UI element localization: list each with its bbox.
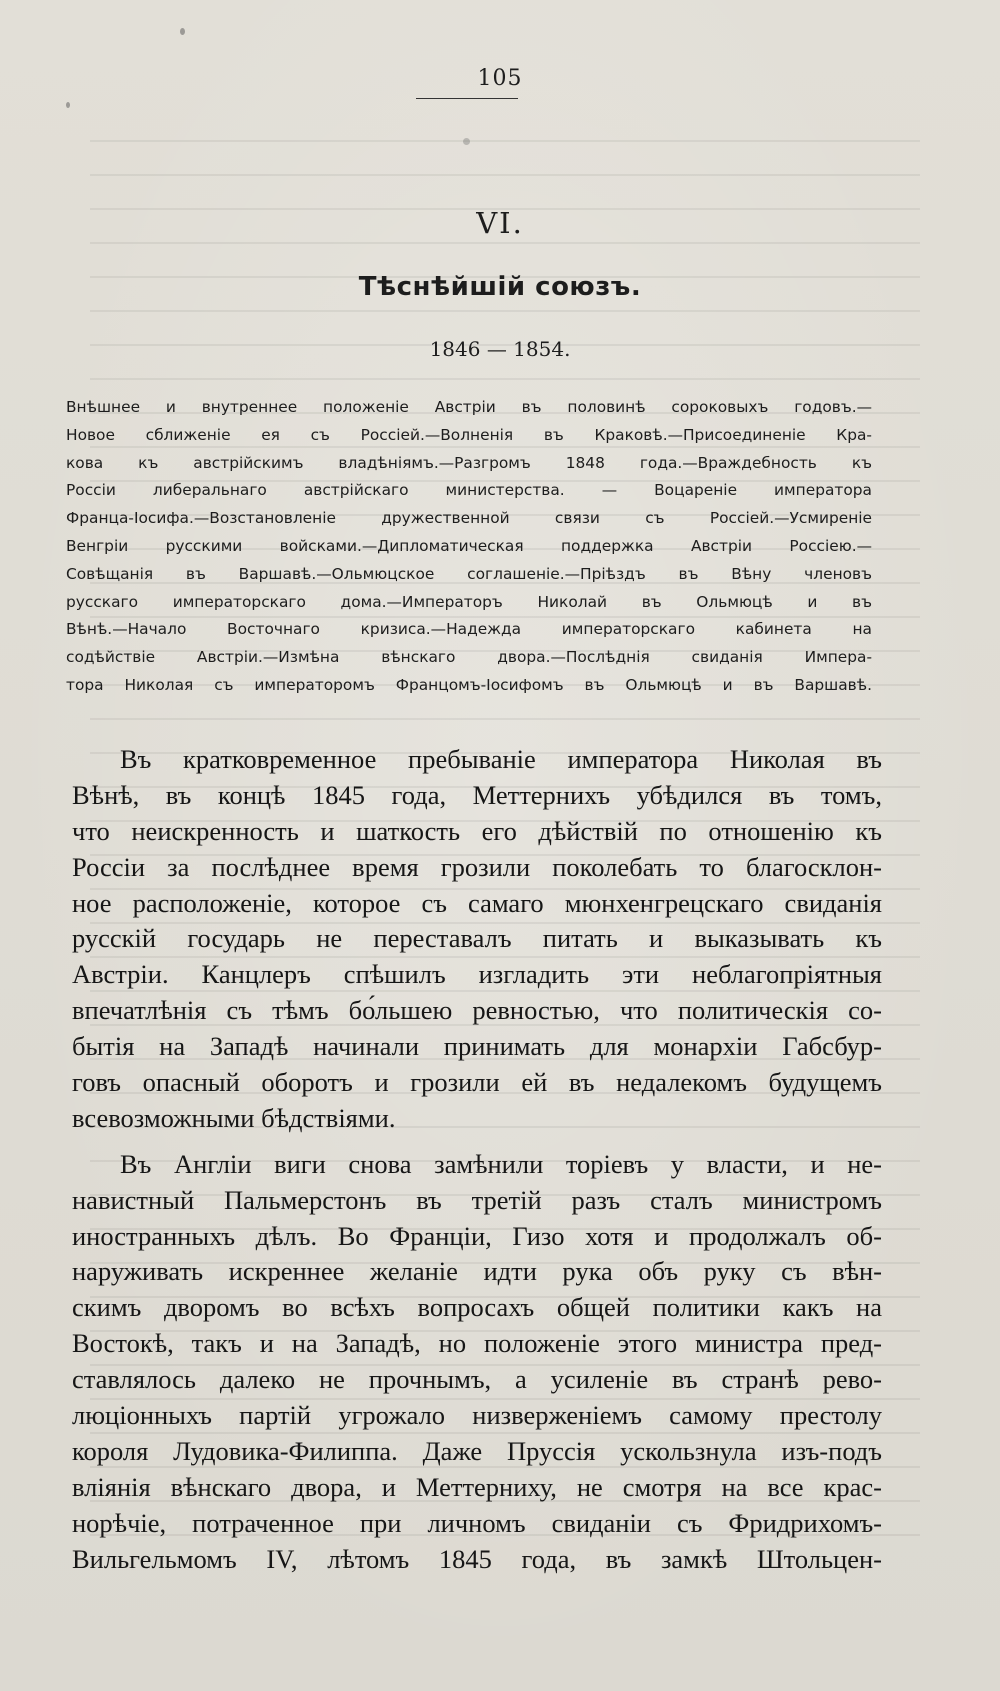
body-line: Вильгельмомъ IV, лѣтомъ 1845 года, въ замкѣ Штольцен-	[72, 1543, 882, 1574]
body-line: ное расположеніе, которое съ самаго мюнхенгрецскаго свиданія	[72, 887, 882, 918]
body-line: Австріи. Канцлеръ спѣшилъ изгладить эти неблагопріятныя	[72, 959, 882, 990]
chapter-summary	[66, 394, 872, 700]
summary-line: Франца-Іосифа.—Возстановленіе дружественной связи съ Россіей.—Усмиреніе	[66, 509, 872, 528]
body-line: вліянія вѣнскаго двора, и Меттерниху, не смотря на все крас-	[72, 1471, 882, 1502]
body-line: что неискренность и шаткость его дѣйствій по отношенію къ	[72, 815, 882, 846]
body-line: Востокѣ, такъ и на Западѣ, но положеніе этого министра пред-	[72, 1328, 882, 1359]
ink-speck	[180, 28, 185, 35]
body-line: люціонныхъ партій угрожало низверженіемъ самому престолу	[72, 1400, 882, 1431]
chapter-title: Тѣснѣйшій союзъ.	[358, 272, 642, 302]
body-line: всевозможными бѣдствіями.	[72, 1102, 396, 1133]
summary-line: Вѣнѣ.—Начало Восточнаго кризиса.—Надежда императорскаго кабинета на	[66, 620, 872, 639]
summary-line: Совѣщанія въ Варшавѣ.—Ольмюцское соглашеніе.—Пріѣздъ въ Вѣну членовъ	[66, 564, 872, 583]
body-line: ставлялось далеко не прочнымъ, а усиленіе въ странѣ рево-	[72, 1364, 882, 1395]
body-line: русскій государь не переставалъ питать и выказывать къ	[72, 923, 882, 954]
paragraph-gap	[72, 1137, 882, 1147]
body-line: скимъ дворомъ во всѣхъ вопросахъ общей политики какъ на	[72, 1292, 882, 1323]
summary-line: русскаго императорскаго дома.—Императоръ Николай въ Ольмюцѣ и въ	[66, 592, 872, 611]
body-line: короля Лудовика-Филиппа. Даже Пруссія ускользнула изъ-подъ	[72, 1435, 882, 1466]
page-number: 105	[477, 66, 523, 91]
summary-line: Венгріи русскими войсками.—Дипломатическая поддержка Австріи Россіею.—	[66, 536, 872, 555]
paragraph-1	[72, 742, 882, 1137]
summary-line: Внѣшнее и внутреннее положеніе Австріи въ половинѣ сороковыхъ годовъ.—	[66, 398, 872, 416]
page-number-rule	[416, 98, 518, 99]
body-line: впечатлѣнія съ тѣмъ бо́льшею ревностью, что политическія со-	[72, 995, 882, 1026]
paragraph-2	[72, 1147, 882, 1578]
body-line: Въ кратковременное пребываніе императора Николая въ	[120, 744, 882, 774]
chapter-numeral: VI.	[476, 206, 524, 240]
body-line: Россіи за послѣднее время грозили поколебать то благосклон-	[72, 851, 882, 882]
body-line: иностранныхъ дѣлъ. Во Франціи, Гизо хотя и продолжалъ об-	[72, 1220, 882, 1251]
body-line: навистный Пальмерстонъ въ третій разъ сталъ министромъ	[72, 1184, 882, 1215]
ink-speck	[463, 138, 470, 145]
ink-speck	[66, 102, 70, 108]
body-line: наруживать искреннее желаніе идти рука объ руку съ вѣн-	[72, 1256, 882, 1287]
body-line: говъ опасный оборотъ и грозили ей въ недалекомъ будущемъ	[72, 1067, 882, 1098]
summary-line: Новое сближеніе ея съ Россіей.—Волненія въ Краковѣ.—Присоединеніе Кра-	[66, 425, 872, 444]
body-text	[72, 742, 882, 1577]
body-line: бытія на Западѣ начинали принимать для монархіи Габсбур-	[72, 1031, 882, 1062]
body-line: норѣчіе, потраченное при личномъ свиданіи съ Фридрихомъ-	[72, 1507, 882, 1538]
summary-line: тора Николая съ императоромъ Францомъ-Іосифомъ въ Ольмюцѣ и въ Варшавѣ.	[66, 675, 872, 694]
summary-line: кова къ австрійскимъ владѣніямъ.—Разгромъ 1848 года.—Враждебность къ	[66, 453, 872, 472]
summary-line: содѣйствіе Австріи.—Измѣна вѣнскаго двора.—Послѣднія свиданія Импера-	[66, 648, 872, 667]
body-line: Въ Англіи виги снова замѣнили торіевъ у власти, и не-	[120, 1148, 882, 1179]
summary-line: Россіи либеральнаго австрійскаго министерства. — Воцареніе императора	[66, 481, 872, 500]
body-line: Вѣнѣ, въ концѣ 1845 года, Меттернихъ убѣдился въ томъ,	[72, 779, 882, 810]
chapter-years: 1846 — 1854.	[429, 337, 571, 361]
